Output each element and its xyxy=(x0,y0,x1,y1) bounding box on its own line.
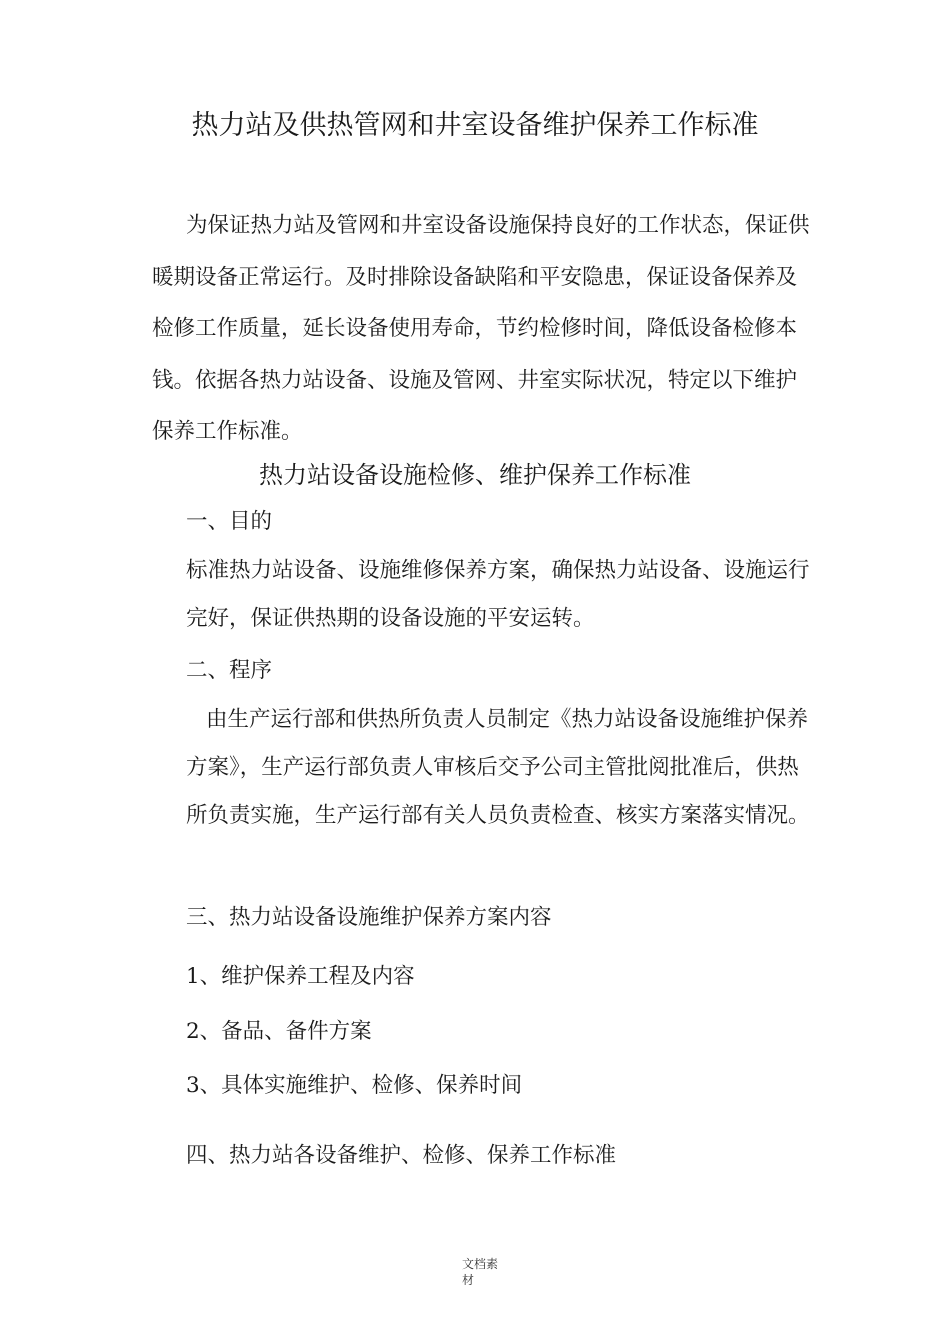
plan-item-1: 1、维护保养工程及内容 xyxy=(186,964,415,989)
footer-watermark-text: 文档素材 xyxy=(462,1257,499,1287)
standard-heading: 四、热力站各设备维护、检修、保养工作标准 xyxy=(186,1143,617,1168)
purpose-heading: 一、目的 xyxy=(186,509,273,534)
procedure-paragraph: 由生产运行部和供热所负责人员制定《热力站设备设施维护保养方案》，生产运行部负责人审核后交予公司主管批阅批准后，供热所负责实施，生产运行部有关人员负责检查、核实方案落实情况。 xyxy=(186,707,810,828)
plan-heading: 三、热力站设备设施维护保养方案内容 xyxy=(186,905,552,930)
intro-paragraph: 为保证热力站及管网和井室设备设施保持良好的工作状态，保证供暖期设备正常运行。及时排除设备缺陷和平安隐患，保证设备保养及检修工作质量，延长设备使用寿命，节约检修时间，降低设备检修本钱。依据各热力站设备、设施及管网、井室实际状况，特定以下维护保养工作标准。 xyxy=(152,213,810,444)
plan-item-2: 2、备品、备件方案 xyxy=(186,1019,372,1044)
plan-item-3: 3、具体实施维护、检修、保养时间 xyxy=(186,1073,523,1098)
section-title: 热力站设备设施检修、维护保养工作标准 xyxy=(259,461,691,489)
purpose-paragraph: 标准热力站设备、设施维修保养方案，确保热力站设备、设施运行完好，保证供热期的设备设施的平安运转。 xyxy=(186,558,810,631)
document-title: 热力站及供热管网和井室设备维护保养工作标准 xyxy=(191,110,759,141)
procedure-heading: 二、程序 xyxy=(186,658,273,683)
